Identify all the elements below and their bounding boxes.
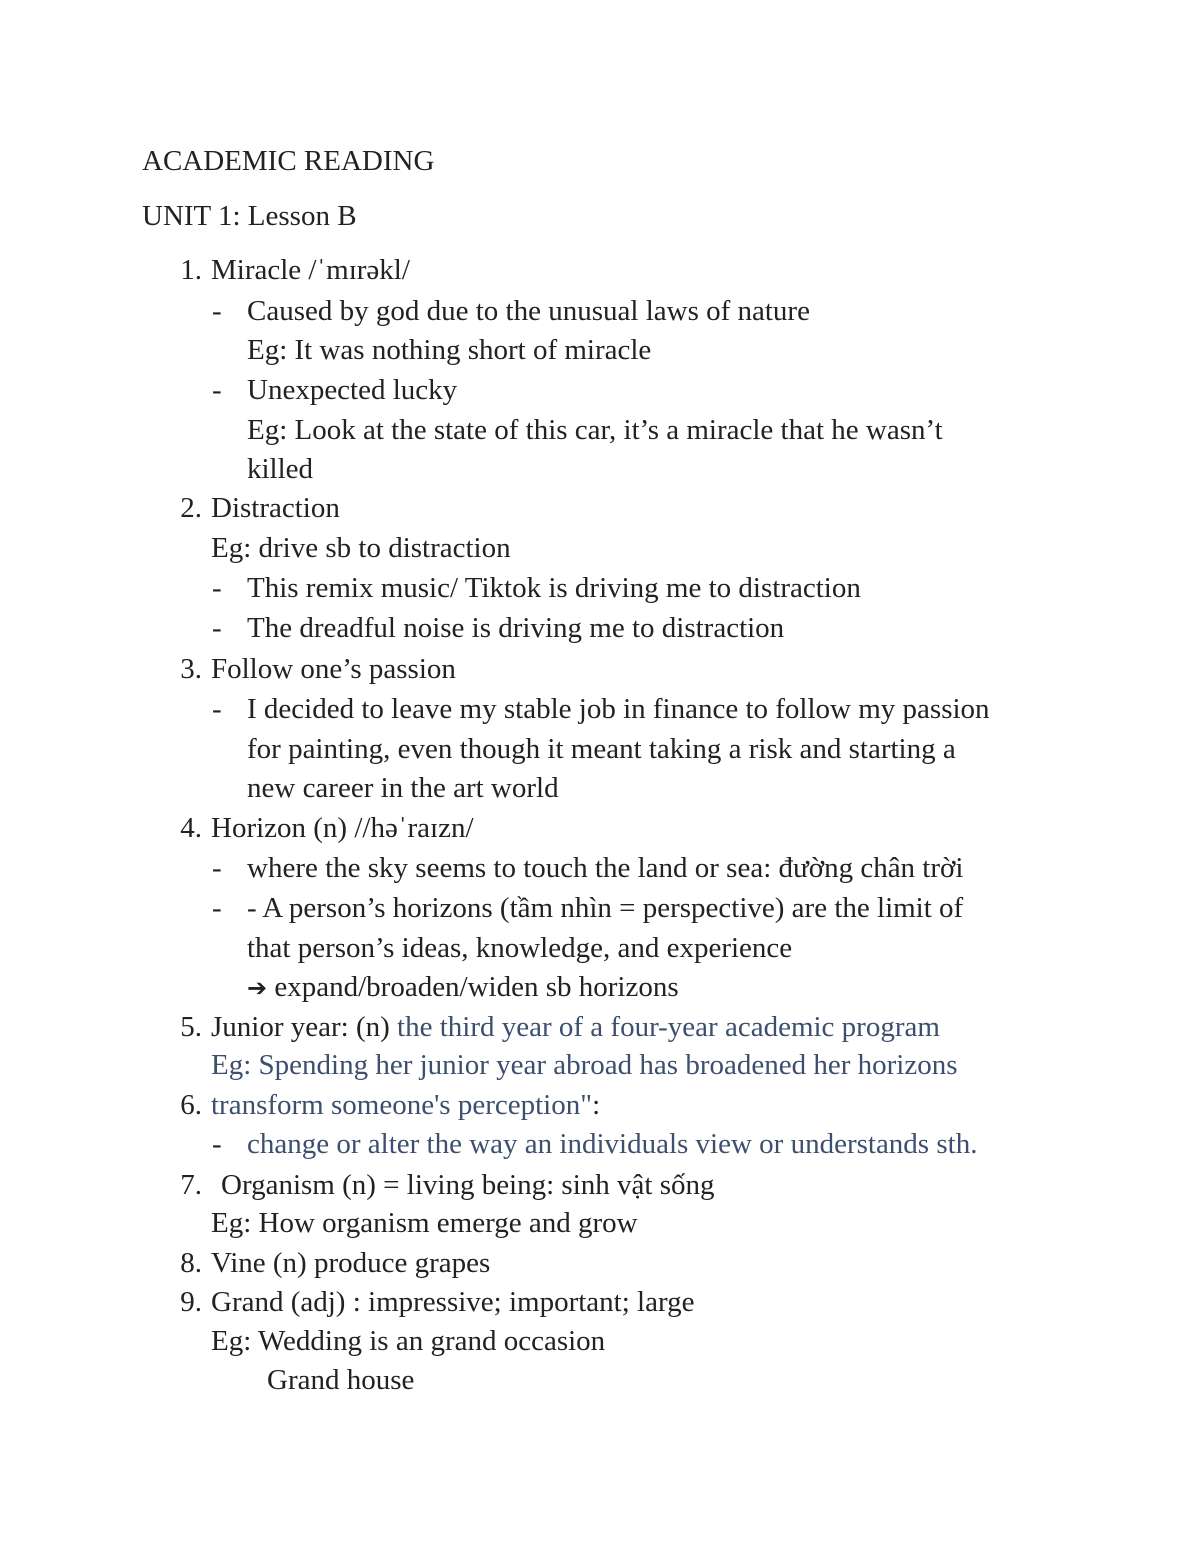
unit-subtitle: UNIT 1: Lesson B	[142, 200, 357, 232]
item-number: 6.	[180, 1089, 202, 1121]
bullet-dash: -	[212, 295, 222, 327]
example-text: Eg: Spending her junior year abroad has broadened her horizons	[211, 1049, 958, 1081]
bullet-text: The dreadful noise is driving me to distraction	[247, 612, 785, 644]
item-heading: Distraction	[211, 492, 340, 524]
item-number: 3.	[180, 653, 202, 685]
example-text: Eg: It was nothing short of miracle	[247, 334, 652, 366]
bullet-text: I decided to leave my stable job in finance to follow my passion	[247, 693, 990, 725]
example-text: Eg: Look at the state of this car, it’s a miracle that he wasn’t	[247, 414, 943, 446]
item-heading: Horizon (n) //həˈraɪzn/	[211, 812, 474, 844]
arrow-text: expand/broaden/widen sb horizons	[274, 971, 679, 1003]
item-heading	[211, 1088, 600, 1122]
example-text: Eg: Wedding is an grand occasion	[211, 1325, 606, 1357]
item-heading-term: Junior year: (n)	[211, 1011, 390, 1043]
item-number: 8.	[180, 1247, 202, 1279]
bullet-text: new career in the art world	[247, 772, 559, 804]
bullet-text: Caused by god due to the unusual laws of nature	[247, 295, 810, 327]
bullet-text: for painting, even though it meant taking a risk and starting a	[247, 733, 956, 765]
bullet-dash: -	[212, 572, 222, 604]
bullet-dash: -	[212, 852, 222, 884]
item-heading: Organism (n) = living being: sinh vật sống	[221, 1169, 715, 1201]
arrow-line	[247, 970, 679, 1005]
example-text: Eg: drive sb to distraction	[211, 532, 511, 564]
item-number: 7.	[180, 1169, 202, 1201]
item-heading-term: transform someone's perception"	[211, 1089, 593, 1121]
bullet-dash: -	[212, 693, 222, 725]
bullet-dash: -	[212, 374, 222, 406]
item-heading: Miracle /ˈmɪrəkl/	[211, 254, 410, 286]
bullet-text: This remix music/ Tiktok is driving me to distraction	[247, 572, 861, 604]
page-title: ACADEMIC READING	[142, 145, 435, 177]
item-number: 5.	[180, 1011, 202, 1043]
bullet-dash: -	[212, 612, 222, 644]
bullet-dash: -	[212, 892, 222, 924]
bullet-dash: -	[212, 1128, 222, 1160]
item-number: 9.	[180, 1286, 202, 1318]
example-text: Eg: How organism emerge and grow	[211, 1207, 638, 1239]
example-text: Grand house	[267, 1364, 415, 1396]
item-heading	[211, 1010, 940, 1044]
example-text: killed	[247, 453, 314, 485]
item-number: 2.	[180, 492, 202, 524]
item-heading-colon: :	[592, 1089, 601, 1121]
item-heading: Follow one’s passion	[211, 653, 456, 685]
item-number: 4.	[180, 812, 202, 844]
right-arrow-icon: ➔	[247, 974, 268, 1002]
bullet-text: change or alter the way an individuals view or understands sth.	[247, 1128, 978, 1160]
item-heading-definition: the third year of a four-year academic program	[397, 1011, 940, 1043]
item-number: 1.	[180, 254, 202, 286]
item-heading: Vine (n) produce grapes	[211, 1247, 491, 1279]
bullet-text: where the sky seems to touch the land or sea: đường chân trời	[247, 852, 964, 884]
bullet-text: that person’s ideas, knowledge, and experience	[247, 932, 793, 964]
bullet-text: - A person’s horizons (tầm nhìn = perspective) are the limit of	[247, 892, 964, 924]
bullet-text: Unexpected lucky	[247, 374, 458, 406]
item-heading: Grand (adj) : impressive; important; large	[211, 1286, 695, 1318]
